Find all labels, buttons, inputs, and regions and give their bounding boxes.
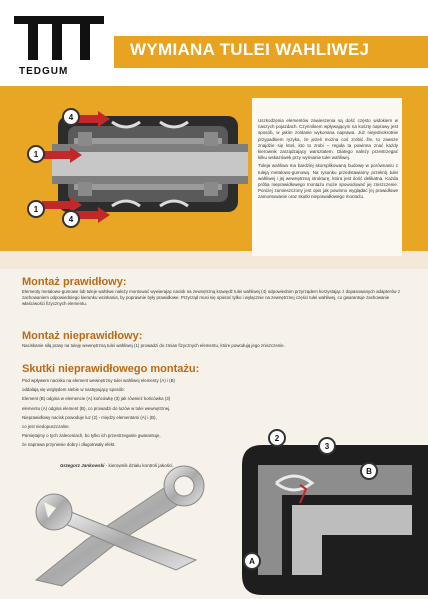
- section-correct-body: Elementy metalowo-gumowe lub tuleje wahliwe należy montować wywierając nacisk na zewnętrzną krawędź tulei wahliwej (4) odpowiednim przyrządem korzystając z dopasowanych adapterów z zachowaniem odpowiedniego kierunku wciskania, by poprawnie były prawidłowe. Przyrząd musi się opierać tylko i wyłącznie na zewnętrznej części tulei wahliwej, co gwarantuje zachowanie właściwości fizycznych elementu.: [22, 289, 401, 306]
- effects-line: elementu (A) odgina element (B), co prowadzi do luzów w tulei wewnętrznej.: [22, 405, 171, 411]
- effects-line: Element (B) odgina w elemencie (A) końcówkę (3) jak również końcówka (3): [22, 396, 171, 402]
- intro-paragraph-1: Uszkodzenia elementów zawieszenia są dość często widokiem w naszych pojazdach. Czynnikiem wpływającym na koszty naprawy jest sposób, w jakim zostanie wykonana naprawa. Już niejednokrotnie przypadkiem ryzyka, że jeżeli można coś zrobić źle, to zawsze znajdzie się ktoś, kto to zrobi – reguła ta powinna znać każdy kierownik zarządzający warsztatem. Dlatego należy przestrzegać kilku wskazówek przy wymianie tulei wahliwej.: [258, 118, 398, 161]
- section-effects-title: Skutki nieprawidłowego montażu:: [22, 363, 200, 375]
- marker-1-bottom: 1: [27, 200, 45, 218]
- section-effects: [22, 363, 252, 450]
- page-title: WYMIANA TULEI WAHLIWEJ: [130, 40, 370, 59]
- marker-a: A: [243, 552, 261, 570]
- section-correct-title: Montaż prawidłowy:: [22, 276, 127, 288]
- marker-2: 2: [268, 429, 286, 447]
- effects-line: oddalają się względem siebie w następujący sposób:: [22, 387, 125, 393]
- marker-b: B: [360, 462, 378, 480]
- section-incorrect: [22, 330, 402, 349]
- author-name: Grzegorz Jankowski: [60, 463, 105, 468]
- section-correct: [22, 276, 402, 307]
- section-incorrect-title: Montaż nieprawidłowy:: [22, 330, 143, 342]
- effects-line: że naprawa przyniesie dobry i długotrwały efekt.: [22, 442, 116, 448]
- intro-paragraph-2: Tuleja wahliwa ma bardziej skomplikowaną budowę w porównaniu z tuleją metalowo-gumową. Na rysunku przedstawiamy przekrój tulei wahliwej i jej wewnętrzną strukturę, która jest dość delikatna. Każda próba nieprawidłowego montażu może spowodować jej zniszczenie. Poniżej zamieszczony jest opis jak powinno wyglądać jej prawidłowe zamontowanie oraz skutki nieprawidłowego montażu.: [258, 163, 398, 200]
- section-effects-lines: [22, 376, 252, 450]
- marker-3: 3: [318, 437, 336, 455]
- author-role: - kierownik działu kontroli jakości.: [105, 463, 174, 468]
- effects-line: Pamiętajmy o tych zaleceniach, bo tylko ich przestrzeganie gwarantuje,: [22, 433, 161, 439]
- wrench-image: [26, 460, 216, 590]
- effects-line: Nieprawidłowy nacisk powoduje luz (2) - między elementami (A) i (B),: [22, 414, 157, 420]
- section-incorrect-body: Naciskanie siłą prasy na tuleję wewnętrzną tulei wahliwej (1) prowadzi do zmian fizycznych elementu, które powodują jego zniszczenie.: [22, 343, 285, 348]
- intro-text: [258, 118, 398, 201]
- marker-4-top: 4: [62, 108, 80, 126]
- marker-1-top: 1: [27, 145, 45, 163]
- effects-line: Pod wpływem nacisku na element wewnętrzny tulei wahliwej elementy (A) i (B): [22, 378, 176, 383]
- marker-4-bottom: 4: [62, 210, 80, 228]
- logo-text: TEDGUM: [19, 66, 69, 77]
- effects-line: co jest niedopuszczalne.: [22, 424, 70, 430]
